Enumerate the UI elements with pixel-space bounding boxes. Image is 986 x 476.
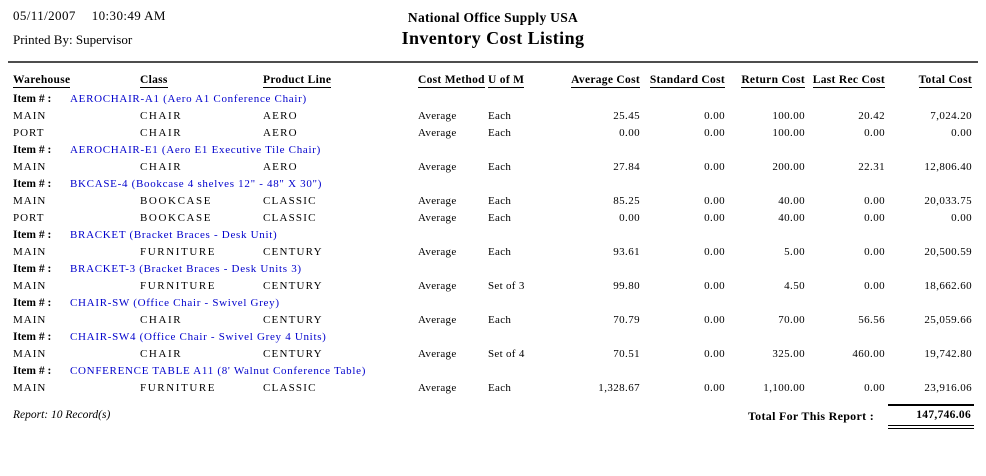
col-product-line: Product Line [263, 74, 332, 86]
product-line-cell: CENTURY [263, 348, 323, 360]
col-average-cost: Average Cost [571, 74, 640, 86]
class-cell: FURNITURE [140, 246, 217, 258]
warehouse-cell: MAIN [13, 195, 47, 207]
col-return-cost: Return Cost [741, 74, 805, 86]
last-rec-cost-cell: 22.31 [858, 161, 885, 173]
uom-cell: Each [488, 195, 512, 207]
cost-method-cell: Average [418, 382, 457, 394]
col-warehouse: Warehouse [13, 74, 71, 86]
detail-row [0, 278, 986, 295]
report-table-body [0, 91, 986, 397]
item-name-text: CHAIR-SW (Office Chair - Swivel Grey) [70, 297, 280, 309]
return-cost-cell: 200.00 [772, 161, 805, 173]
average-cost-cell: 85.25 [613, 195, 640, 207]
return-cost-cell: 40.00 [778, 212, 805, 224]
uom-cell: Each [488, 212, 512, 224]
total-cost-cell: 18,662.60 [924, 280, 972, 292]
header-divider [8, 61, 978, 63]
item-number-label: Item # : [13, 365, 52, 377]
col-total-cost: Total Cost [918, 74, 972, 86]
class-cell: CHAIR [140, 314, 183, 326]
item-number-label: Item # : [13, 331, 52, 343]
detail-row [0, 346, 986, 363]
item-name-text: BRACKET-3 (Bracket Braces - Desk Units 3) [70, 263, 302, 275]
report-total-value: 147,746.06 [916, 409, 971, 421]
class-cell: FURNITURE [140, 280, 217, 292]
item-header-row [0, 329, 986, 346]
standard-cost-cell: 0.00 [704, 110, 725, 122]
item-number-label: Item # : [13, 178, 52, 190]
item-header-row [0, 176, 986, 193]
total-cost-cell: 0.00 [951, 212, 972, 224]
average-cost-cell: 93.61 [613, 246, 640, 258]
detail-row [0, 193, 986, 210]
col-standard-cost: Standard Cost [649, 74, 725, 86]
product-line-cell: CENTURY [263, 280, 323, 292]
return-cost-cell: 100.00 [772, 127, 805, 139]
standard-cost-cell: 0.00 [704, 348, 725, 360]
item-header-row [0, 261, 986, 278]
item-header-row [0, 91, 986, 108]
class-cell: BOOKCASE [140, 195, 213, 207]
last-rec-cost-cell: 0.00 [864, 246, 885, 258]
last-rec-cost-cell: 0.00 [864, 195, 885, 207]
item-header-row [0, 142, 986, 159]
average-cost-cell: 70.51 [613, 348, 640, 360]
item-name-text: AEROCHAIR-E1 (Aero E1 Executive Tile Chair) [70, 144, 321, 156]
warehouse-cell: PORT [13, 212, 45, 224]
average-cost-cell: 25.45 [613, 110, 640, 122]
average-cost-cell: 27.84 [613, 161, 640, 173]
report-title: Inventory Cost Listing [401, 28, 585, 48]
item-name-text: AEROCHAIR-A1 (Aero A1 Conference Chair) [70, 93, 307, 105]
record-count: Report: 10 Record(s) [13, 409, 111, 421]
item-name-text: CONFERENCE TABLE A11 (8' Walnut Conference Table) [70, 365, 367, 377]
item-number-label: Item # : [13, 229, 52, 241]
return-cost-cell: 5.00 [784, 246, 805, 258]
average-cost-cell: 0.00 [619, 127, 640, 139]
standard-cost-cell: 0.00 [704, 314, 725, 326]
class-cell: CHAIR [140, 161, 183, 173]
detail-row [0, 125, 986, 142]
warehouse-cell: MAIN [13, 280, 47, 292]
return-cost-cell: 40.00 [778, 195, 805, 207]
report-total-box [888, 404, 974, 429]
item-header-row [0, 363, 986, 380]
item-name-text: BKCASE-4 (Bookcase 4 shelves 12" - 48" X 30") [70, 178, 323, 190]
product-line-cell: CLASSIC [263, 212, 317, 224]
total-cost-cell: 19,742.80 [924, 348, 972, 360]
return-cost-cell: 100.00 [772, 110, 805, 122]
item-header-row [0, 227, 986, 244]
total-cost-cell: 20,500.59 [924, 246, 972, 258]
cost-method-cell: Average [418, 348, 457, 360]
warehouse-cell: MAIN [13, 246, 47, 258]
uom-cell: Each [488, 127, 512, 139]
col-uom: U of M [488, 74, 525, 86]
report-total-label: Total For This Report : [747, 409, 874, 423]
class-cell: BOOKCASE [140, 212, 213, 224]
cost-method-cell: Average [418, 110, 457, 122]
item-name-text: CHAIR-SW4 (Office Chair - Swivel Grey 4 Units) [70, 331, 327, 343]
printed-by-label: Printed By: Supervisor [13, 32, 133, 47]
warehouse-cell: MAIN [13, 348, 47, 360]
return-cost-cell: 325.00 [772, 348, 805, 360]
standard-cost-cell: 0.00 [704, 195, 725, 207]
cost-method-cell: Average [418, 212, 457, 224]
item-number-label: Item # : [13, 93, 52, 105]
class-cell: FURNITURE [140, 382, 217, 394]
class-cell: CHAIR [140, 110, 183, 122]
total-cost-cell: 7,024.20 [930, 110, 972, 122]
uom-cell: Set of 3 [488, 280, 525, 292]
detail-row [0, 210, 986, 227]
total-cost-cell: 25,059.66 [924, 314, 972, 326]
product-line-cell: CLASSIC [263, 382, 317, 394]
warehouse-cell: PORT [13, 127, 45, 139]
uom-cell: Set of 4 [488, 348, 525, 360]
product-line-cell: CENTURY [263, 246, 323, 258]
total-cost-cell: 23,916.06 [924, 382, 972, 394]
print-date: 05/11/2007 [13, 8, 76, 23]
average-cost-cell: 1,328.67 [598, 382, 640, 394]
standard-cost-cell: 0.00 [704, 246, 725, 258]
detail-row [0, 159, 986, 176]
col-last-rec-cost: Last Rec Cost [812, 74, 885, 86]
return-cost-cell: 1,100.00 [763, 382, 805, 394]
warehouse-cell: MAIN [13, 314, 47, 326]
product-line-cell: CLASSIC [263, 195, 317, 207]
last-rec-cost-cell: 0.00 [864, 127, 885, 139]
average-cost-cell: 70.79 [613, 314, 640, 326]
column-header-row [0, 74, 986, 91]
last-rec-cost-cell: 460.00 [852, 348, 885, 360]
detail-row [0, 312, 986, 329]
warehouse-cell: MAIN [13, 382, 47, 394]
item-number-label: Item # : [13, 144, 52, 156]
class-cell: CHAIR [140, 127, 183, 139]
standard-cost-cell: 0.00 [704, 127, 725, 139]
warehouse-cell: MAIN [13, 161, 47, 173]
last-rec-cost-cell: 0.00 [864, 280, 885, 292]
cost-method-cell: Average [418, 195, 457, 207]
detail-row [0, 244, 986, 261]
item-name-text: BRACKET (Bracket Braces - Desk Unit) [70, 229, 278, 241]
product-line-cell: AERO [263, 161, 298, 173]
return-cost-cell: 70.00 [778, 314, 805, 326]
standard-cost-cell: 0.00 [704, 382, 725, 394]
last-rec-cost-cell: 56.56 [858, 314, 885, 326]
return-cost-cell: 4.50 [784, 280, 805, 292]
total-cost-cell: 12,806.40 [924, 161, 972, 173]
uom-cell: Each [488, 246, 512, 258]
last-rec-cost-cell: 0.00 [864, 382, 885, 394]
detail-row [0, 380, 986, 397]
item-number-label: Item # : [13, 263, 52, 275]
average-cost-cell: 99.80 [613, 280, 640, 292]
standard-cost-cell: 0.00 [704, 212, 725, 224]
product-line-cell: CENTURY [263, 314, 323, 326]
col-cost-method: Cost Method [418, 74, 485, 86]
cost-method-cell: Average [418, 314, 457, 326]
cost-method-cell: Average [418, 246, 457, 258]
company-name: National Office Supply USA [407, 10, 579, 25]
uom-cell: Each [488, 110, 512, 122]
print-time: 10:30:49 AM [91, 8, 166, 23]
cost-method-cell: Average [418, 280, 457, 292]
item-header-row [0, 295, 986, 312]
item-number-label: Item # : [13, 297, 52, 309]
product-line-cell: AERO [263, 110, 298, 122]
detail-row [0, 108, 986, 125]
warehouse-cell: MAIN [13, 110, 47, 122]
average-cost-cell: 0.00 [619, 212, 640, 224]
uom-cell: Each [488, 161, 512, 173]
col-class: Class [140, 74, 168, 86]
total-cost-cell: 20,033.75 [924, 195, 972, 207]
cost-method-cell: Average [418, 127, 457, 139]
uom-cell: Each [488, 382, 512, 394]
standard-cost-cell: 0.00 [704, 280, 725, 292]
standard-cost-cell: 0.00 [704, 161, 725, 173]
last-rec-cost-cell: 20.42 [858, 110, 885, 122]
total-cost-cell: 0.00 [951, 127, 972, 139]
last-rec-cost-cell: 0.00 [864, 212, 885, 224]
class-cell: CHAIR [140, 348, 183, 360]
uom-cell: Each [488, 314, 512, 326]
cost-method-cell: Average [418, 161, 457, 173]
product-line-cell: AERO [263, 127, 298, 139]
